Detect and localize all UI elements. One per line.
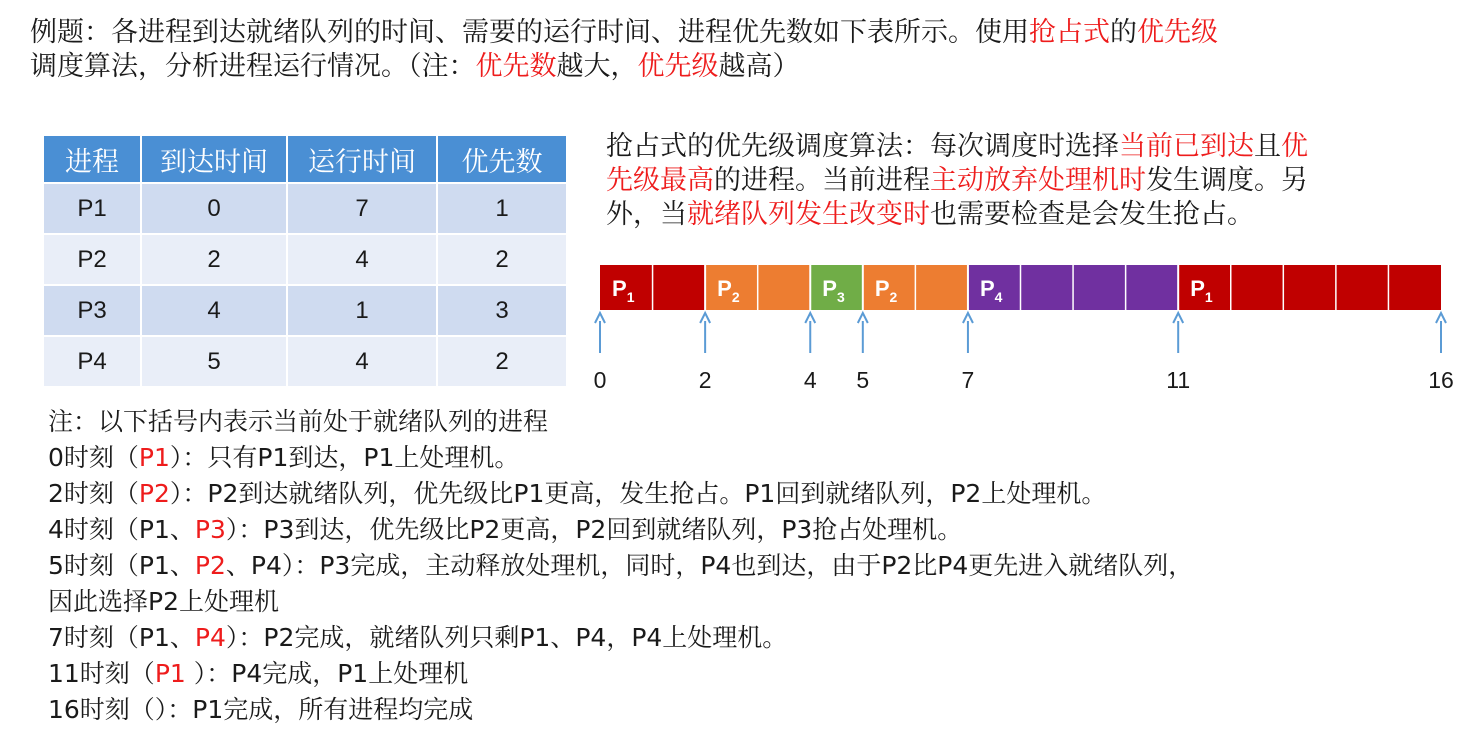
cell-process: P1	[43, 183, 141, 234]
text-run: 7时刻（P1、	[48, 623, 195, 652]
cell-runtime: 1	[287, 285, 437, 336]
gantt-label-main: P	[1190, 276, 1205, 301]
cell-priority: 3	[437, 285, 567, 336]
gantt-label-sub: 2	[889, 289, 898, 305]
cell-runtime: 7	[287, 183, 437, 234]
text-run: 例题：各进程到达就绪队列的时间、需要的运行时间、进程优先数如下表所示。使用	[30, 17, 1029, 48]
gantt-label-sub: 1	[1204, 289, 1213, 305]
tick-label: 0	[593, 367, 607, 393]
text-run: 的	[1110, 17, 1137, 48]
time-marker	[962, 313, 975, 393]
cell-process: P3	[43, 285, 141, 336]
text-run: 发生调度。另	[1146, 165, 1308, 196]
problem-statement-line-2	[30, 50, 1450, 84]
description-line-3	[606, 198, 1446, 232]
gantt-bar	[1178, 265, 1441, 310]
time-marker	[594, 313, 607, 393]
highlight-text: 优先数	[475, 51, 557, 82]
gantt-label-sub: 3	[836, 289, 845, 305]
text-run: 抢占式的优先级调度算法：每次调度时选择	[606, 131, 1119, 162]
text-run: 越高）	[718, 51, 800, 82]
gantt-label-main: P	[874, 276, 890, 301]
text-run: ）：P2到达就绪队列，优先级比P1更高，发生抢占。P1回到就绪队列，P2上处理机。	[169, 479, 1107, 508]
header-run-time: 运行时间	[287, 135, 437, 183]
text-run: ）：P4完成，P1上处理机	[185, 659, 469, 688]
note-line	[48, 548, 1458, 584]
description-line-2	[606, 164, 1446, 198]
highlight-text: P2	[138, 479, 170, 508]
note-line	[48, 656, 1458, 692]
gantt-label-sub: 2	[731, 289, 740, 305]
cell-arrival: 2	[141, 234, 287, 285]
text-run: 因此选择P2上处理机	[48, 587, 279, 616]
tick-label: 7	[961, 367, 975, 393]
cell-priority: 2	[437, 336, 567, 387]
problem-statement-line-1	[30, 16, 1450, 50]
gantt-segment-p4	[968, 265, 1178, 310]
table-row	[43, 336, 567, 387]
tick-label: 11	[1166, 367, 1191, 393]
tick-label: 5	[856, 367, 870, 393]
gantt-label-sub: 4	[994, 289, 1003, 305]
time-marker	[699, 313, 712, 393]
text-run: 外，当	[606, 199, 687, 230]
gantt-segment-p2	[863, 265, 968, 310]
time-marker	[856, 313, 869, 393]
highlight-text: 抢占式	[1029, 17, 1110, 48]
gantt-svg	[580, 255, 1475, 400]
note-line	[48, 584, 1458, 620]
gantt-label-main: P	[717, 276, 732, 301]
highlight-text: P3	[194, 515, 226, 544]
highlight-text: 优先级	[1137, 17, 1218, 48]
algorithm-description	[606, 130, 1446, 232]
tick-label: 16	[1428, 367, 1454, 393]
note-line	[48, 404, 1458, 440]
text-run: 调度算法，分析进程运行情况。（注：	[30, 51, 476, 82]
highlight-text: 优先级	[637, 51, 719, 82]
highlight-text: 就绪队列发生改变时	[687, 199, 930, 230]
cell-arrival: 4	[141, 285, 287, 336]
highlight-text: 当前已到达	[1119, 131, 1254, 162]
text-run: 的进程。当前进程	[714, 165, 930, 196]
tick-label: 4	[803, 367, 817, 393]
text-run: 且	[1254, 131, 1281, 162]
description-line-1	[606, 130, 1446, 164]
cell-priority: 1	[437, 183, 567, 234]
text-run: 0时刻（	[48, 443, 139, 472]
text-run: ）：只有P1到达，P1上处理机。	[169, 443, 520, 472]
cell-arrival: 0	[141, 183, 287, 234]
gantt-label-main: P	[612, 276, 627, 301]
highlight-text: 优	[1281, 131, 1308, 162]
header-priority: 优先数	[437, 135, 567, 183]
text-run: 5时刻（P1、	[48, 551, 195, 580]
gantt-segment-p2	[705, 265, 810, 310]
time-marker	[1428, 313, 1454, 393]
highlight-text: P1	[138, 443, 170, 472]
text-run: 越大，	[556, 51, 638, 82]
gantt-segment-p1	[1178, 265, 1441, 310]
time-marker	[804, 313, 817, 393]
text-run: ）：P2完成，就绪队列只剩P1、P4，P4上处理机。	[225, 623, 788, 652]
highlight-text: 主动放弃处理机时	[930, 165, 1146, 196]
header-arrival-time: 到达时间	[141, 135, 287, 183]
text-run: 2时刻（	[48, 479, 139, 508]
highlight-text: P4	[194, 623, 226, 652]
problem-statement	[30, 16, 1450, 84]
note-line	[48, 692, 1458, 728]
time-marker	[1166, 313, 1190, 393]
cell-runtime: 4	[287, 336, 437, 387]
gantt-segment-p1	[600, 265, 705, 310]
note-line	[48, 440, 1458, 476]
text-run: 11时刻（	[48, 659, 155, 688]
cell-process: P2	[43, 234, 141, 285]
gantt-label-main: P	[822, 276, 837, 301]
highlight-text: P2	[194, 551, 226, 580]
table-row	[43, 183, 567, 234]
tick-label: 2	[698, 367, 712, 393]
gantt-label-main: P	[979, 276, 995, 301]
note-line	[48, 512, 1458, 548]
text-run: 、P4）：P3完成，主动释放处理机，同时，P4也到达，由于P2比P4更先进入就绪队列，	[225, 551, 1194, 580]
table-row	[43, 234, 567, 285]
cell-runtime: 4	[287, 234, 437, 285]
text-run: 也需要检查是会发生抢占。	[930, 199, 1254, 230]
text-run: ）：P3到达，优先级比P2更高，P2回到就绪队列，P3抢占处理机。	[225, 515, 963, 544]
text-run: 注：以下括号内表示当前处于就绪队列的进程	[48, 407, 549, 436]
text-run: 16时刻（）：P1完成，所有进程均完成	[48, 695, 474, 724]
note-line	[48, 476, 1458, 512]
gantt-label-sub: 1	[626, 289, 635, 305]
table-header-row	[43, 135, 567, 183]
highlight-text: P1	[154, 659, 186, 688]
gantt-segment-p3	[810, 265, 863, 310]
cell-process: P4	[43, 336, 141, 387]
highlight-text: 先级最高	[606, 165, 714, 196]
header-process: 进程	[43, 135, 141, 183]
table-row	[43, 285, 567, 336]
cell-arrival: 5	[141, 336, 287, 387]
note-line	[48, 620, 1458, 656]
process-table	[42, 134, 568, 388]
text-run: 4时刻（P1、	[48, 515, 195, 544]
cell-priority: 2	[437, 234, 567, 285]
explanation-notes	[48, 404, 1458, 728]
gantt-chart	[580, 255, 1475, 400]
